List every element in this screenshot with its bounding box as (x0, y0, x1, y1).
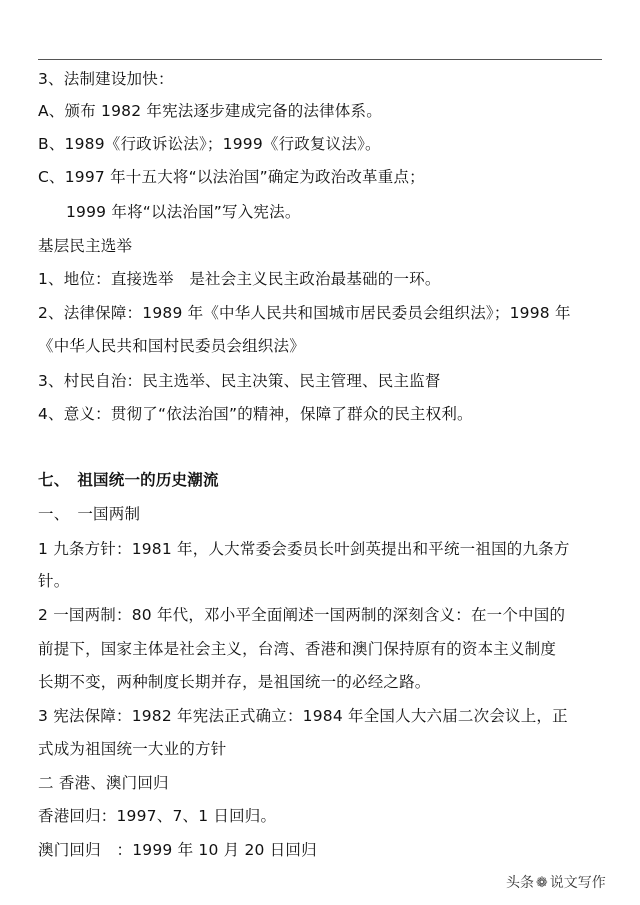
point-3-constitutional-guarantee: 3 宪法保障：1982 年宪法正式确立：1984 年全国人大六届二次会议上，正 (38, 707, 568, 725)
subsection-heading-grassroots: 基层民主选举 (38, 237, 133, 255)
point-2-continued-2: 长期不变，两种制度长期并存，是祖国统一的必经之路。 (38, 673, 431, 691)
point-1-continued: 针。 (38, 572, 70, 590)
hong-kong-return: 香港回归：1997、7、1 日回归。 (38, 807, 277, 825)
paw-icon: ❁ (536, 875, 548, 891)
grassroots-item-1: 1、地位：直接选举 是社会主义民主政治最基础的一环。 (38, 270, 441, 288)
list-item-b: B、1989《行政诉讼法》；1999《行政复议法》。 (38, 135, 381, 153)
section-one-country-two-systems: 一、 一国两制 (38, 505, 141, 523)
grassroots-item-2: 2、法律保障：1989 年《中华人民共和国城市居民委员会组织法》；1998 年 (38, 304, 571, 322)
watermark-author: 说文写作 (549, 875, 606, 891)
point-3-continued: 式成为祖国统一大业的方针 (38, 740, 227, 758)
source-watermark (506, 872, 606, 892)
section-two-return: 二 香港、澳门回归 (38, 774, 169, 792)
grassroots-item-3: 3、村民自治：民主选举、民主决策、民主管理、民主监督 (38, 372, 441, 390)
point-1-nine-principles: 1 九条方针：1981 年，人大常委会委员长叶剑英提出和平统一祖国的九条方 (38, 540, 570, 558)
list-item-c-continued: 1999 年将“以法治国”写入宪法。 (66, 203, 301, 221)
list-item-c: C、1997 年十五大将“以法治国”确定为政治改革重点； (38, 168, 425, 186)
top-divider (38, 59, 602, 60)
watermark-brand: 头条 (506, 875, 534, 891)
chapter-7-heading: 七、 祖国统一的历史潮流 (38, 471, 219, 489)
point-2-continued-1: 前提下，国家主体是社会主义，台湾、香港和澳门保持原有的资本主义制度 (38, 640, 557, 658)
grassroots-item-4: 4、意义：贯彻了“依法治国”的精神，保障了群众的民主权利。 (38, 405, 473, 423)
list-item-a: A、颁布 1982 年宪法逐步建成完备的法律体系。 (38, 102, 382, 120)
section-3-heading: 3、法制建设加快： (38, 70, 174, 88)
grassroots-item-2-continued: 《中华人民共和国村民委员会组织法》 (38, 337, 305, 355)
point-2-one-country-two-systems: 2 一国两制：80 年代，邓小平全面阐述一国两制的深刻含义：在一个中国的 (38, 606, 566, 624)
macau-return: 澳门回归 ：1999 年 10 月 20 日回归 (38, 841, 317, 859)
